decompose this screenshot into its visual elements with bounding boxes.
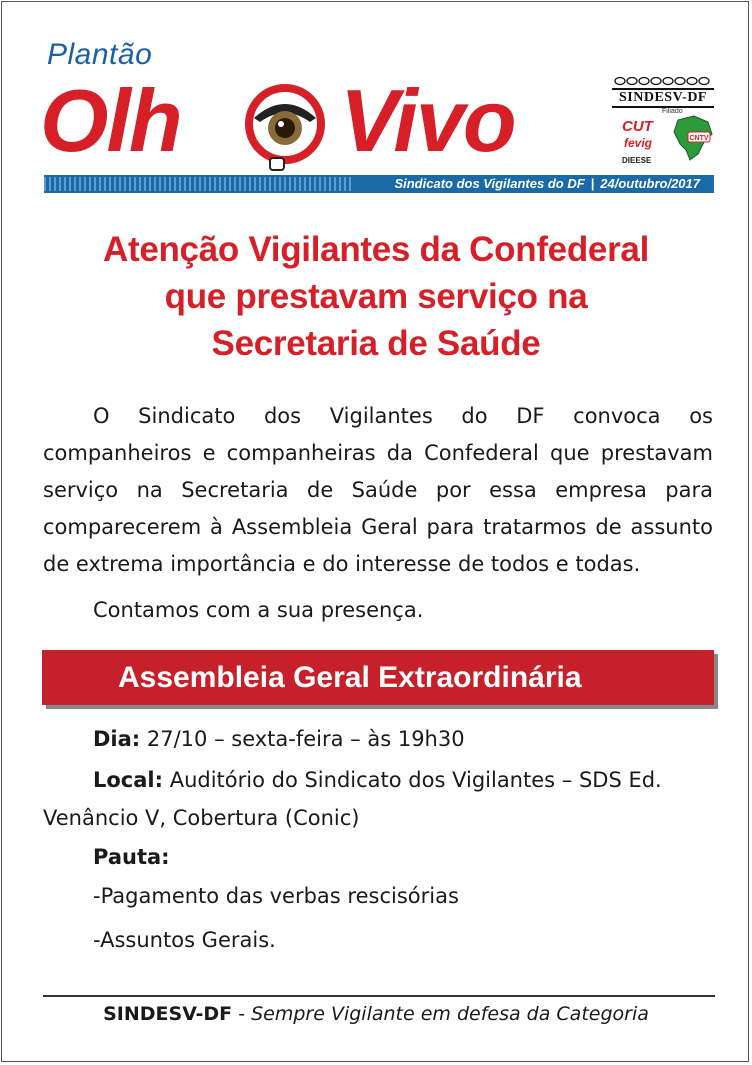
footer-divider xyxy=(43,995,715,997)
affiliate-logos xyxy=(612,74,714,174)
sindesv-logo: SINDESV-DF xyxy=(612,88,714,108)
footer xyxy=(0,999,752,1029)
banner-title: Assembleia Geral Extraordinária xyxy=(118,661,582,694)
brand-olho: Olh xyxy=(40,71,181,170)
chain-icon xyxy=(614,76,710,86)
cntv-label: CNTV xyxy=(689,135,709,142)
headline-line-2: que prestavam serviço na xyxy=(164,277,588,316)
detail-dia xyxy=(93,720,752,758)
pauta-label: Pauta: xyxy=(93,845,170,869)
masthead-logo xyxy=(40,66,620,186)
intro-paragraph: O Sindicato dos Vigilantes do DF convoca os companheiros e companheiras da Confederal que prestavam serviço na Secretaria de Saúde por essa empresa para comparecerem à Assembleia Geral para tratarmos de assunto de extrema importância e do interesse de todos e todas. xyxy=(43,404,713,576)
pauta-item: -Assuntos Gerais. xyxy=(93,928,276,952)
headline xyxy=(20,226,732,367)
dieese-logo: DIEESE xyxy=(622,156,652,165)
footer-dash: - xyxy=(232,1003,252,1025)
footer-slogan: Sempre Vigilante em defesa da Categoria xyxy=(251,1003,649,1025)
bar-date: 24/outubro/2017 xyxy=(600,176,700,191)
filiado-label: Filiado xyxy=(662,108,683,115)
fevig-logo: fevig xyxy=(624,136,653,150)
assembly-banner xyxy=(42,650,714,705)
presence-paragraph: Contamos com a sua presença. xyxy=(93,598,424,622)
dia-value: 27/10 – sexta-feira – às 19h30 xyxy=(140,727,465,751)
detail-pauta xyxy=(93,838,752,876)
bar-separator: | xyxy=(590,176,595,191)
masthead-kicker: Plantão xyxy=(47,38,153,71)
pauta-item: -Pagamento das verbas rescisórias xyxy=(93,884,459,908)
brand-vivo: Vivo xyxy=(340,71,515,170)
headline-line-3: Secretaria de Saúde xyxy=(211,324,541,363)
footer-org: SINDESV-DF xyxy=(103,1003,233,1025)
local-value: Auditório do Sindicato dos Vigilantes – SDS Ed. Venâncio V, Cobertura (Conic) xyxy=(43,768,662,830)
brazil-map-cntv-logo xyxy=(670,114,714,162)
bar-org: Sindicato dos Vigilantes do DF xyxy=(394,176,585,191)
detail-local xyxy=(43,761,723,837)
dia-label: Dia: xyxy=(93,727,141,751)
local-label: Local: xyxy=(93,768,164,792)
cut-logo: CUT xyxy=(622,118,653,135)
bar-info xyxy=(394,175,700,193)
masthead-bar xyxy=(44,175,714,193)
bar-stripe xyxy=(44,177,354,191)
headline-line-1: Atenção Vigilantes da Confederal xyxy=(102,230,649,269)
eye-magnifier-icon xyxy=(240,82,330,172)
